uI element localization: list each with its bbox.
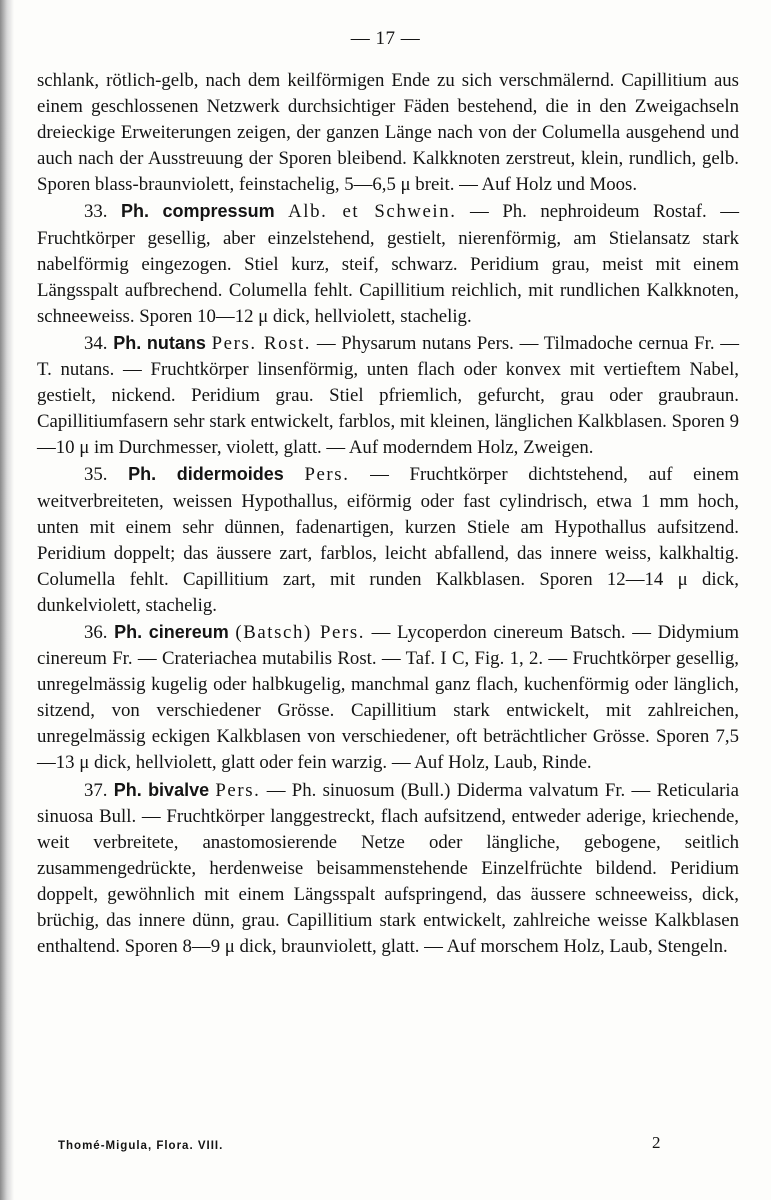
entry-description: — Lycoperdon cinereum Batsch. — Didymium cinereum Fr. — Crateriachea mutabilis Rost. — Taf. I C, Fig. 1, 2. — Fruchtkörper gesellig, unregelmässig kugelig oder halbkugelig, manchmal ganz flach, kuchenförmig oder länglich, sitzend, von verschiedener Grösse. Capillitium stark entwickelt, mit zahlreichen, unregelmässig eckigen Kalkblasen von verschiedener, oft beträchtlicher Grösse. Sporen 7,5—13 μ dick, hellviolett, glatt oder fein warzig. — Auf Holz, Laub, Rinde. (37, 621, 739, 774)
entry-author: (Batsch) Pers. (235, 621, 366, 643)
entry-number: 37. (84, 779, 108, 801)
entry-species: compressum (162, 201, 275, 222)
species-entry-36 (37, 619, 739, 777)
entry-genus: Ph. (121, 201, 150, 222)
entry-author: Pers. (304, 464, 350, 486)
entry-number: 34. (84, 332, 108, 354)
entry-genus: Ph. (113, 332, 142, 353)
entry-genus: Ph. (114, 621, 143, 642)
continuation-paragraph (37, 68, 739, 198)
binding-shadow (0, 0, 14, 1200)
entry-author: Pers. (215, 779, 261, 801)
entry-description: — Ph. sinuosum (Bull.) Diderma valvatum Fr. — Reticularia sinuosa Bull. — Fruchtkörper langgestreckt, flach aufsitzend, entweder aderige, kriechende, weit verbreitete, anastomosierende Netze oder längliche, gebogene, seitlich zusammengedrückte, herdenweise beisammenstehende Einzelfrüchte bildend. Peridium doppelt, gewöhnlich mit einem Längsspalt aufspringend, das äussere schneeweiss, dick, brüchig, das innere dünn, grau. Capillitium stark entwickelt, zahlreiche weisse Kalkblasen enthaltend. Sporen 8—9 μ dick, braunviolett, glatt. — Auf morschem Holz, Laub, Stengeln. (37, 779, 739, 958)
species-entry-37 (37, 777, 739, 961)
entry-number: 33. (84, 201, 108, 223)
paragraph-text: schlank, rötlich-gelb, nach dem keilförmigen Ende zu sich verschmälernd. Capillitium aus einem geschlossenen Netzwerk durchsichtiger Fäden bestehend, die in den Zweigachseln dreieckige Erweiterungen zeigen, der ganzen Länge nach von der Columella ausgehend und auch nach der Ausstreuung der Sporen bleibend. Kalkknoten zerstreut, klein, rundlich, gelb. Sporen blass-braunviolett, feinstachelig, 5—6,5 μ breit. — Auf Holz und Moos. (37, 70, 739, 196)
species-entry-34 (37, 330, 739, 461)
entry-genus: Ph. (113, 779, 142, 800)
signature-mark: 2 (652, 1133, 661, 1152)
entry-species: cinereum (148, 621, 229, 642)
entry-author: Pers. Rost. (211, 332, 312, 354)
entry-description: — Physarum nutans Pers. — Tilmadoche cernua Fr. — T. nutans. — Fruchtkörper linsenförmig, unten flach oder konvex mit vertieftem Nabel, gestielt, nickend. Peridium grau. Stiel pfriemlich, gefurcht, grau oder graubraun. Capillitiumfasern sehr stark entwickelt, farblos, mit kleinen, länglichen Kalkblasen. Sporen 9—10 μ im Durchmesser, violett, glatt. — Auf moderndem Holz, Zweigen. (37, 332, 739, 459)
main-text (37, 68, 739, 960)
entry-description: — Fruchtkörper dichtstehend, auf einem weitverbreiteten, weissen Hypothallus, eiförmig oder fast cylindrisch, etwa 1 mm hoch, unten mit einem sehr dünnen, fadenartigen, kurzen Stiele am Hypothallus aufsitzend. Peridium doppelt; das äussere zart, farblos, leicht abfallend, das innere weiss, kalkhaltig. Columella fehlt. Capillitium zart, mit runden Kalkblasen. Sporen 12—14 μ dick, dunkelviolett, stachelig. (37, 464, 739, 616)
species-entry-35 (37, 461, 739, 619)
page-number: — 17 — (350, 28, 421, 49)
entry-author: Alb. et Schwein. (288, 201, 457, 223)
imprint-line: Thomé-Migula, Flora. VIII. (58, 1140, 224, 1152)
entry-species: didermoides (176, 464, 284, 485)
entry-number: 35. (84, 464, 108, 486)
species-entry-33 (37, 198, 739, 329)
entry-species: nutans (146, 332, 206, 353)
entry-species: bivalve (148, 779, 210, 800)
entry-number: 36. (84, 621, 108, 643)
entry-description: — Ph. nephroideum Rostaf. — Fruchtkörper gesellig, aber einzelstehend, gestielt, nierenförmig, am Stielansatz stark nabelförmig eingezogen. Stiel kurz, steif, schwarz. Peridium grau, meist mit einem Längsspalt aufbrechend. Columella fehlt. Capillitium reichlich, mit rundlichen Kalkknoten, schneeweiss. Sporen 10—12 μ dick, hellviolett, stachelig. (37, 201, 739, 327)
entry-genus: Ph. (128, 464, 157, 485)
